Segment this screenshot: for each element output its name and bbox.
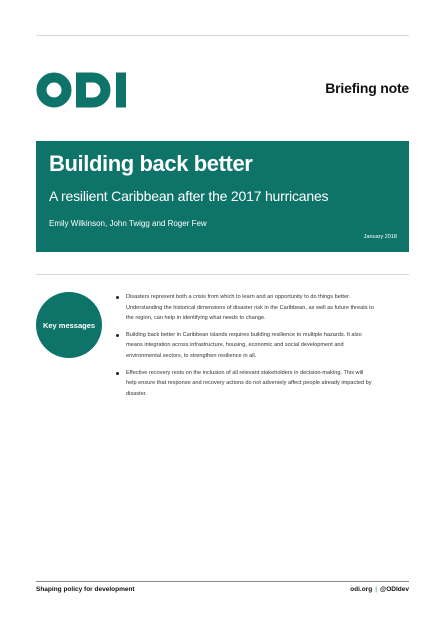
top-divider — [36, 35, 409, 36]
key-message-item: Building back better in Caribbean islands requires building resilience to multiple hazards. It also means integration across infrastructure, housing, economic and social development and environmental sectors, to strengthen resilience in all. — [115, 330, 375, 362]
twitter-handle-link[interactable]: @ODIdev — [379, 586, 409, 593]
key-messages-label: Key messages — [42, 320, 96, 330]
footer-divider — [36, 581, 409, 582]
key-messages-badge — [36, 292, 102, 358]
section-divider — [36, 274, 409, 275]
footer-tagline: Shaping policy for development — [36, 586, 135, 593]
document-subtitle: A resilient Caribbean after the 2017 hurricanes — [49, 188, 329, 204]
document-type: Briefing note — [325, 80, 409, 96]
authors: Emily Wilkinson, John Twigg and Roger Few — [49, 219, 207, 228]
document-title: Building back better — [49, 151, 253, 176]
footer-links — [350, 586, 409, 593]
footer-separator: | — [375, 586, 377, 593]
odi-logo — [36, 72, 128, 108]
publication-date: January 2018 — [363, 234, 397, 240]
key-message-item: Disasters represent both a crisis from which to learn and an opportunity to do things better. Understanding the historical dimensions of disaster risk in the Caribbean, as well as future threats to the region, can help in identifying what needs to change. — [115, 292, 375, 324]
key-message-item: Effective recovery rests on the inclusion of all relevant stakeholders in decision-making. This will help ensure that response and recovery actions do not adversely affect people already impacted by disaster. — [115, 368, 375, 400]
website-link[interactable]: odi.org — [350, 586, 373, 593]
key-messages-list — [115, 292, 375, 405]
title-banner — [36, 141, 409, 252]
